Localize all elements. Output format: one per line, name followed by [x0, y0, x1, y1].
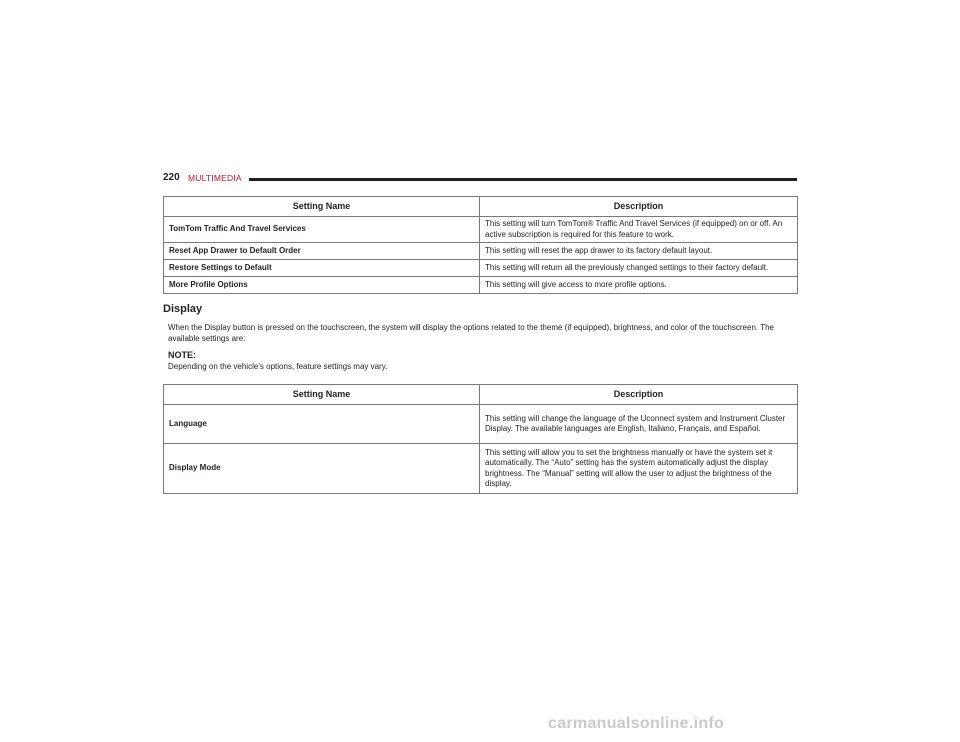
table-row — [164, 260, 798, 277]
display-intro-paragraph: When the Display button is pressed on the touchscreen, the system will display the options related to the theme (if equipped), brightness, and color of the touchscreen. The available settings are: — [168, 323, 774, 343]
page-header — [163, 172, 797, 186]
table-header-row — [164, 197, 798, 217]
settings-table-display — [163, 384, 798, 494]
column-header-description: Description — [480, 197, 798, 217]
setting-description-cell: This setting will give access to more profile options. — [480, 277, 798, 294]
page-number: 220 — [163, 172, 180, 183]
setting-name-cell: Restore Settings to Default — [164, 260, 480, 277]
setting-name-cell: TomTom Traffic And Travel Services — [164, 217, 480, 243]
setting-description-cell: This setting will change the language of the Uconnect system and Instrument Cluster Display. The available languages are English, Italiano, Français, and Español. — [480, 405, 798, 444]
table-row — [164, 277, 798, 294]
column-header-setting-name: Setting Name — [164, 197, 480, 217]
site-watermark: carmanualsonline.info — [548, 715, 725, 732]
table-row — [164, 405, 798, 444]
setting-description-cell: This setting will allow you to set the brightness manually or have the system set it automatically. The “Auto” setting has the system automatically adjust the display brightness. The “Manual” setting will allow the user to adjust the brightness of the display. — [480, 444, 798, 494]
note-text: Depending on the vehicle’s options, feature settings may vary. — [168, 362, 388, 371]
setting-description-cell: This setting will turn TomTom® Traffic And Travel Services (if equipped) on or off. An active subscription is required for this feature to work. — [480, 217, 798, 243]
column-header-description: Description — [480, 385, 798, 405]
setting-name-cell: Display Mode — [164, 444, 480, 494]
table-row — [164, 217, 798, 243]
section-title: MULTIMEDIA — [188, 173, 242, 183]
setting-name-cell: Reset App Drawer to Default Order — [164, 243, 480, 260]
table-row — [164, 243, 798, 260]
setting-name-cell: Language — [164, 405, 480, 444]
header-rule — [249, 178, 797, 181]
setting-description-cell: This setting will return all the previously changed settings to their factory default. — [480, 260, 798, 277]
setting-description-cell: This setting will reset the app drawer to its factory default layout. — [480, 243, 798, 260]
column-header-setting-name: Setting Name — [164, 385, 480, 405]
table-header-row — [164, 385, 798, 405]
table-row — [164, 444, 798, 494]
settings-table-profile — [163, 196, 798, 294]
note-label: NOTE: — [168, 350, 196, 360]
display-section-heading: Display — [163, 303, 203, 315]
setting-name-cell: More Profile Options — [164, 277, 480, 294]
